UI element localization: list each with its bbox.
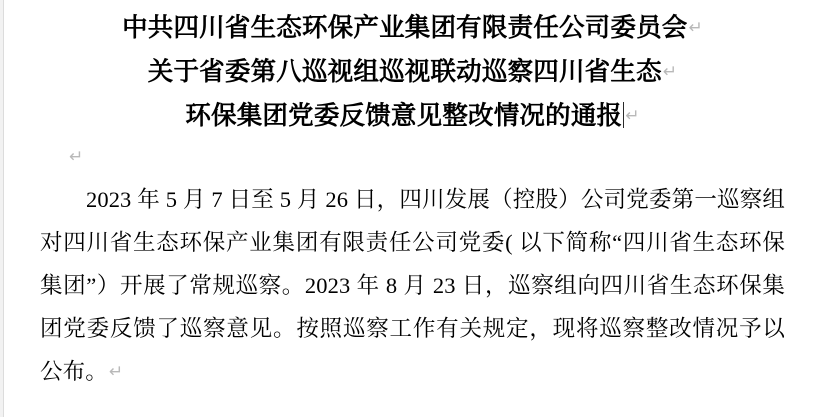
title-line-1-text: 中共四川省生态环保产业集团有限责任公司委员会	[122, 13, 688, 42]
document-body	[40, 6, 785, 393]
empty-paragraph	[40, 138, 785, 176]
paragraph-mark-icon: ↵	[662, 62, 678, 81]
paragraph-mark-icon: ↵	[625, 106, 640, 125]
page-left-edge-rule	[0, 0, 4, 417]
title-line-3-text: 环保集团党委反馈意见整改情况的通报	[185, 101, 623, 130]
title-line-3	[40, 94, 785, 138]
body-paragraph-text: 2023 年 5 月 7 日至 5 月 26 日，四川发展（控股）公司党委第一巡察组对四川省生态环保产业集团有限责任公司党委( 以下简称“四川省生态环保集团”）开展了常规巡察。2023 年 8 月 23 日，巡察组向四川省生态环保集团党委反馈了巡察意见。按照巡察工作有关规定，现将巡察整改情况予以公布。	[40, 187, 785, 384]
title-line-2	[40, 50, 785, 94]
paragraph-mark-icon: ↵	[688, 18, 703, 37]
paragraph-mark-icon: ↵	[69, 147, 84, 166]
document-title	[40, 6, 785, 138]
body-paragraph	[40, 178, 785, 393]
title-line-2-text: 关于省委第八巡视组巡视联动巡察四川省生态	[147, 57, 662, 86]
paragraph-mark-icon: ↵	[108, 362, 124, 381]
title-line-1	[40, 6, 785, 50]
